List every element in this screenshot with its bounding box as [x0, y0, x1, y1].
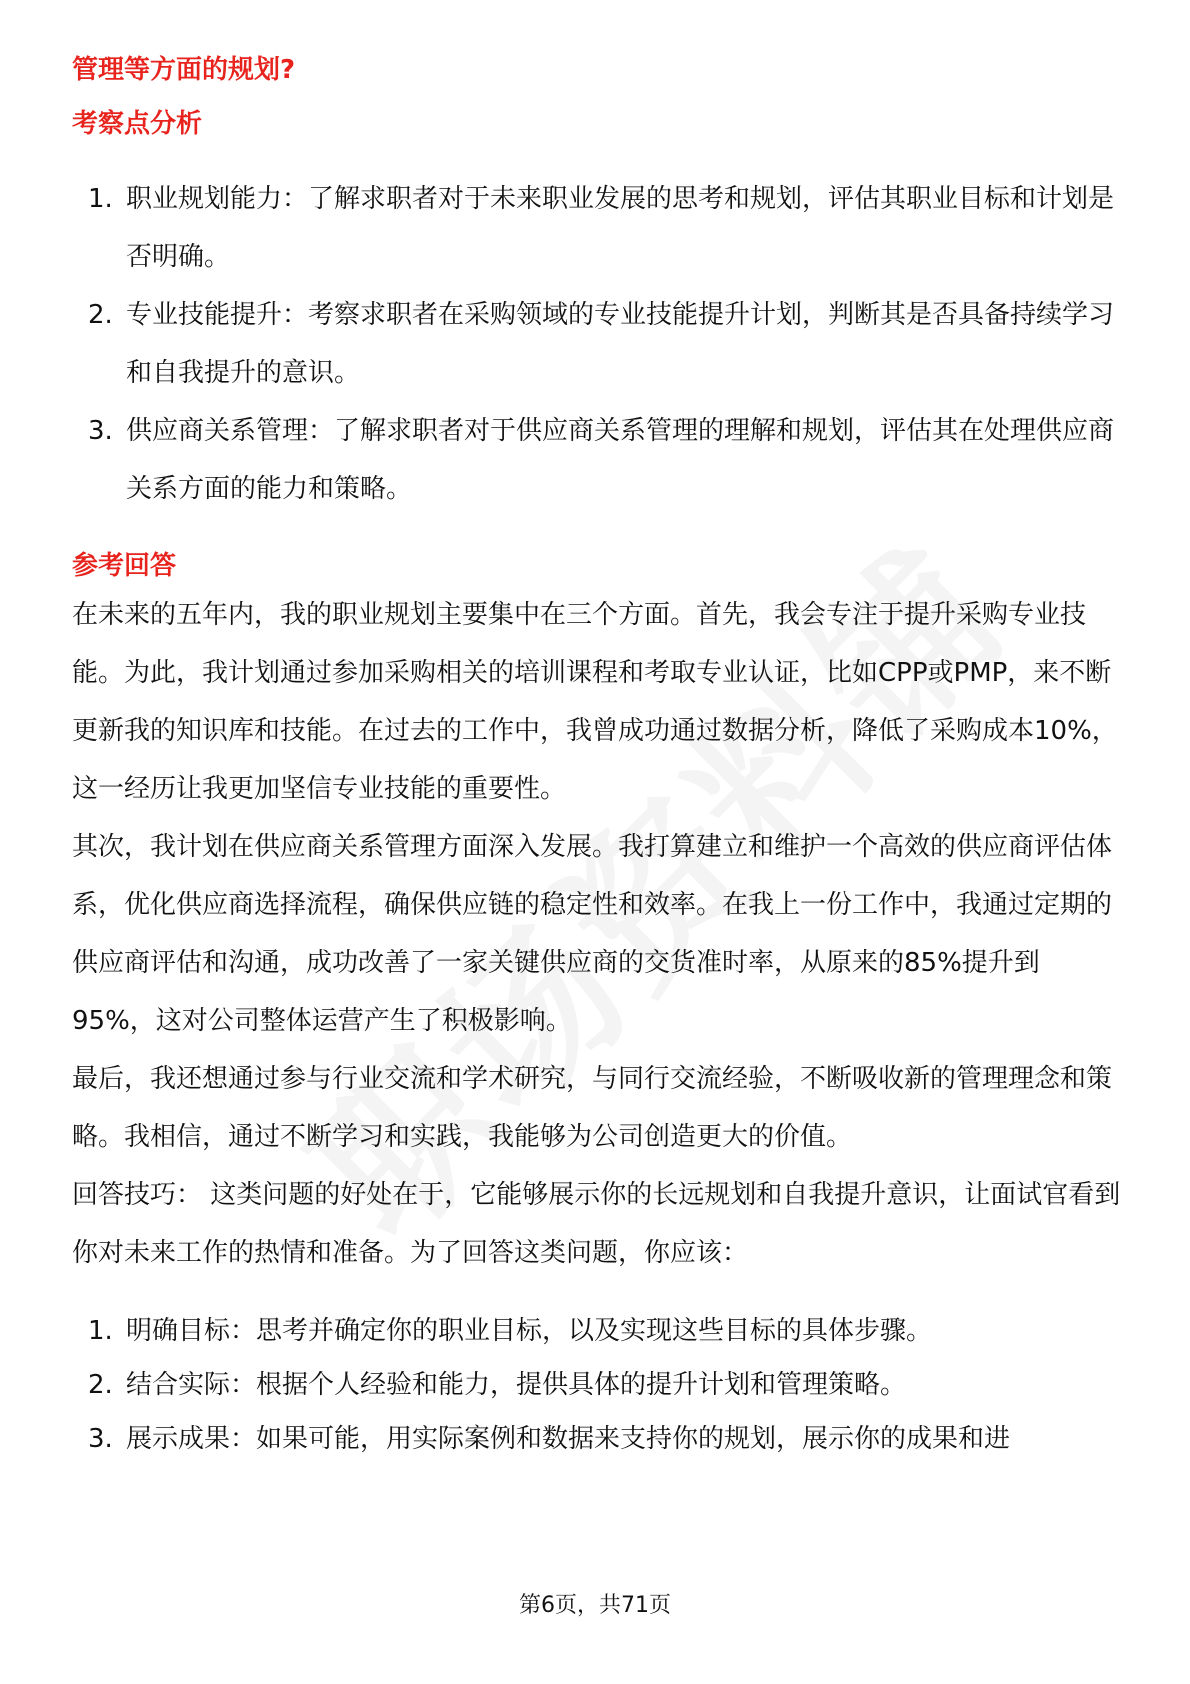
tips-list-item — [72, 1358, 1122, 1412]
answer-tips-paragraph: 回答技巧： 这类问题的好处在于，它能够展示你的长远规划和自我提升意识，让面试官看到你对未来工作的热情和准备。为了回答这类问题，你应该： — [72, 1180, 1121, 1268]
page-number-footer: 第6页，共71页 — [519, 1593, 671, 1618]
list-text: 结合实际：根据个人经验和能力，提供具体的提升计划和管理策略。 — [126, 1370, 907, 1400]
list-text: 展示成果：如果可能，用实际案例和数据来支持你的规划，展示你的成果和进 — [126, 1424, 1011, 1454]
list-text: 职业规划能力：了解求职者对于未来职业发展的思考和规划，评估其职业目标和计划是否明确。 — [126, 184, 1115, 272]
tips-list — [72, 1304, 1122, 1466]
tips-list-item — [72, 1412, 1122, 1466]
list-number: 1. — [88, 1316, 113, 1346]
analysis-list — [72, 170, 1122, 518]
analysis-list-item — [72, 170, 1122, 286]
answer-paragraph: 在未来的五年内，我的职业规划主要集中在三个方面。首先，我会专注于提升采购专业技能。为此，我计划通过参加采购相关的培训课程和考取专业认证，比如CPP或PMP，来不断更新我的知识库和技能。在过去的工作中，我曾成功通过数据分析，降低了采购成本10%，这一经历让我更加坚信专业技能的重要性。 — [72, 600, 1118, 804]
list-number: 2. — [88, 1370, 113, 1400]
list-text: 供应商关系管理：了解求职者对于供应商关系管理的理解和规划，评估其在处理供应商关系方面的能力和策略。 — [126, 416, 1115, 504]
answer-paragraph: 其次，我计划在供应商关系管理方面深入发展。我打算建立和维护一个高效的供应商评估体系，优化供应商选择流程，确保供应链的稳定性和效率。在我上一份工作中，我通过定期的供应商评估和沟通，成功改善了一家关键供应商的交货准时率，从原来的85%提升到95%，这对公司整体运营产生了积极影响。 — [72, 832, 1113, 1036]
analysis-heading: 考察点分析 — [72, 109, 203, 139]
list-text: 专业技能提升：考察求职者在采购领域的专业技能提升计划，判断其是否具备持续学习和自我提升的意识。 — [126, 300, 1115, 388]
list-number: 1. — [88, 184, 113, 214]
list-number: 3. — [88, 1424, 113, 1454]
answer-heading: 参考回答 — [72, 551, 177, 581]
list-number: 3. — [88, 416, 113, 446]
continuation-heading: 管理等方面的规划? — [72, 55, 296, 85]
tips-list-item — [72, 1304, 1122, 1358]
analysis-list-item — [72, 286, 1122, 402]
list-text: 明确目标：思考并确定你的职业目标，以及实现这些目标的具体步骤。 — [126, 1316, 933, 1346]
document-content — [72, 40, 1122, 1466]
list-number: 2. — [88, 300, 113, 330]
analysis-list-item — [72, 402, 1122, 518]
answer-paragraph: 最后，我还想通过参与行业交流和学术研究，与同行交流经验，不断吸收新的管理理念和策略。我相信，通过不断学习和实践，我能够为公司创造更大的价值。 — [72, 1064, 1113, 1152]
